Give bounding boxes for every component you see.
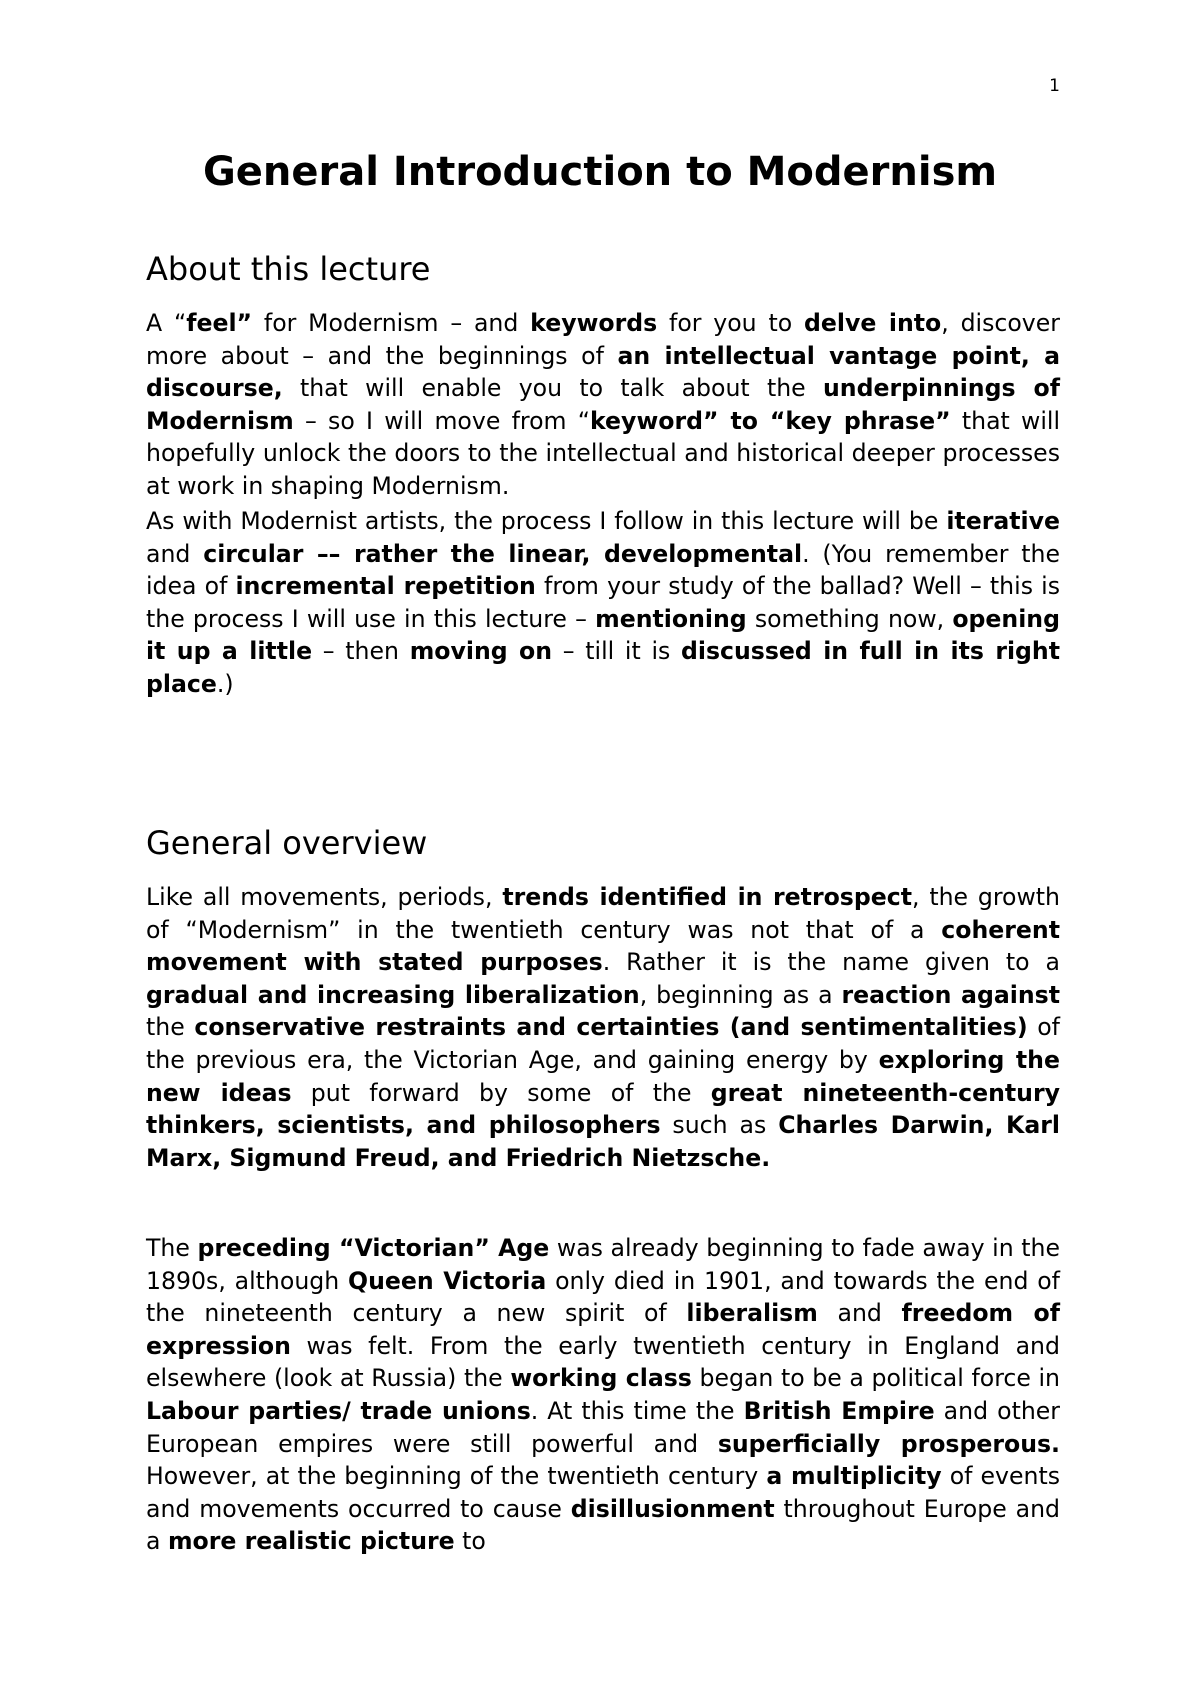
bold-phrase: an intellectual vantage point, a discourse, xyxy=(146,341,1060,403)
bold-phrase: feel” xyxy=(186,309,253,337)
bold-phrase: great nineteenth-century thinkers, scientists, and philosophers xyxy=(146,1078,1060,1140)
text-run: of the previous era, the Victorian Age, and gaining energy by xyxy=(146,1013,1060,1074)
paragraph xyxy=(146,505,1060,701)
text-run: that will enable you to talk about the xyxy=(282,374,823,403)
bold-phrase: exploring the new ideas xyxy=(146,1045,1060,1107)
bold-phrase: discussed in full in its right place xyxy=(146,637,1061,698)
bold-phrase: circular –– rather the linear, developmental xyxy=(203,539,803,568)
text-run: only died in 1901, and towards the end of the nineteenth century a new spirit of xyxy=(146,1266,1060,1328)
text-run: that will hopefully unlock the doors to the intellectual and historical deeper processes at work in shaping Modernism. xyxy=(146,406,1061,500)
bold-phrase: more realistic picture xyxy=(167,1527,455,1556)
text-run: for Modernism – and xyxy=(252,309,531,337)
text-run: , beginning as a xyxy=(639,980,842,1009)
paragraph xyxy=(146,307,1060,503)
bold-phrase: reaction against xyxy=(841,980,1060,1009)
bold-phrase: working class xyxy=(510,1364,692,1393)
section-heading-general-overview: General overview xyxy=(146,824,428,862)
text-run: of events and movements occurred to cause xyxy=(146,1462,1060,1523)
text-run: for you to xyxy=(657,309,804,337)
text-run: . At this time the xyxy=(530,1396,744,1425)
bold-phrase: opening it up a little xyxy=(146,604,1060,666)
text-run: .) xyxy=(216,669,234,698)
text-run: was felt. From the early twentieth century in England and elsewhere (look at Russia) the xyxy=(146,1331,1060,1393)
bold-phrase: underpinnings of Modernism xyxy=(146,374,1060,435)
bold-phrase: delve into xyxy=(803,309,942,337)
text-run: throughout Europe and a xyxy=(146,1494,1060,1556)
text-run: . (You remember the idea of xyxy=(146,539,1060,601)
bold-phrase: freedom of expression xyxy=(146,1299,1060,1360)
bold-phrase: trends identified in retrospect xyxy=(502,883,912,911)
paragraph xyxy=(146,881,1060,1174)
bold-phrase: liberalism xyxy=(686,1299,818,1328)
text-run: , discover more about – and the beginnings of xyxy=(146,309,1060,370)
bold-phrase: British Empire xyxy=(743,1396,935,1425)
bold-phrase: Charles Darwin, Karl Marx, Sigmund Freud, and Friedrich Nietzsche. xyxy=(146,1111,1060,1172)
text-run: . Rather it is the name given to a xyxy=(602,948,1060,977)
text-run: As with Modernist artists, the process I follow in this lecture will be xyxy=(146,507,947,535)
bold-phrase: coherent movement with stated purposes xyxy=(146,915,1060,977)
text-run: and xyxy=(146,539,204,568)
bold-phrase: Labour parties/ trade unions xyxy=(146,1396,531,1425)
bold-phrase: preceding “Victorian” Age xyxy=(197,1234,550,1262)
bold-phrase: a multiplicity xyxy=(766,1462,942,1491)
text-run: and other European empires were still powerful and xyxy=(146,1396,1060,1458)
bold-phrase: conservative restraints and certainties (and sentimentalities) xyxy=(194,1013,1028,1042)
bold-phrase: superficially prosperous. xyxy=(717,1429,1061,1458)
bold-phrase: Queen Victoria xyxy=(348,1266,547,1295)
section-heading-about-lecture: About this lecture xyxy=(146,250,431,288)
paragraph xyxy=(146,1232,1060,1558)
text-run: and xyxy=(817,1299,902,1328)
text-run: The xyxy=(146,1234,198,1262)
page-title: General Introduction to Modernism xyxy=(202,149,998,195)
bold-phrase: keyword” to “key phrase” xyxy=(590,406,951,435)
text-run: However, at the beginning of the twentieth century xyxy=(146,1462,767,1491)
bold-phrase: disillusionment xyxy=(570,1494,775,1523)
bold-phrase: incremental repetition xyxy=(235,572,536,601)
text-run: began to be a political force in xyxy=(691,1364,1060,1393)
text-run: to xyxy=(454,1527,486,1556)
bold-phrase: moving on xyxy=(409,637,553,666)
bold-phrase: mentioning xyxy=(595,604,747,633)
text-run: the xyxy=(146,1013,195,1042)
text-run: A “ xyxy=(146,309,187,337)
bold-phrase: gradual and increasing liberalization xyxy=(146,980,640,1009)
text-run: such as xyxy=(660,1111,779,1140)
text-run: – then xyxy=(312,637,410,666)
bold-phrase: iterative xyxy=(946,507,1060,535)
text-run: – so I will move from “ xyxy=(293,406,590,435)
text-run: , the growth of “Modernism” in the twentieth century was not that of a xyxy=(146,883,1060,944)
text-run: put forward by some of the xyxy=(291,1078,711,1107)
text-run: Like all movements, periods, xyxy=(146,883,503,911)
page-number: 1 xyxy=(1049,76,1060,96)
bold-phrase: keywords xyxy=(530,309,658,337)
text-run: was already beginning to fade away in the 1890s, although xyxy=(146,1234,1060,1295)
text-run: from your study of the ballad? Well – this is the process I will use in this lecture – xyxy=(146,572,1060,633)
text-run: – till it is xyxy=(552,637,681,666)
text-run: something now, xyxy=(746,604,953,633)
